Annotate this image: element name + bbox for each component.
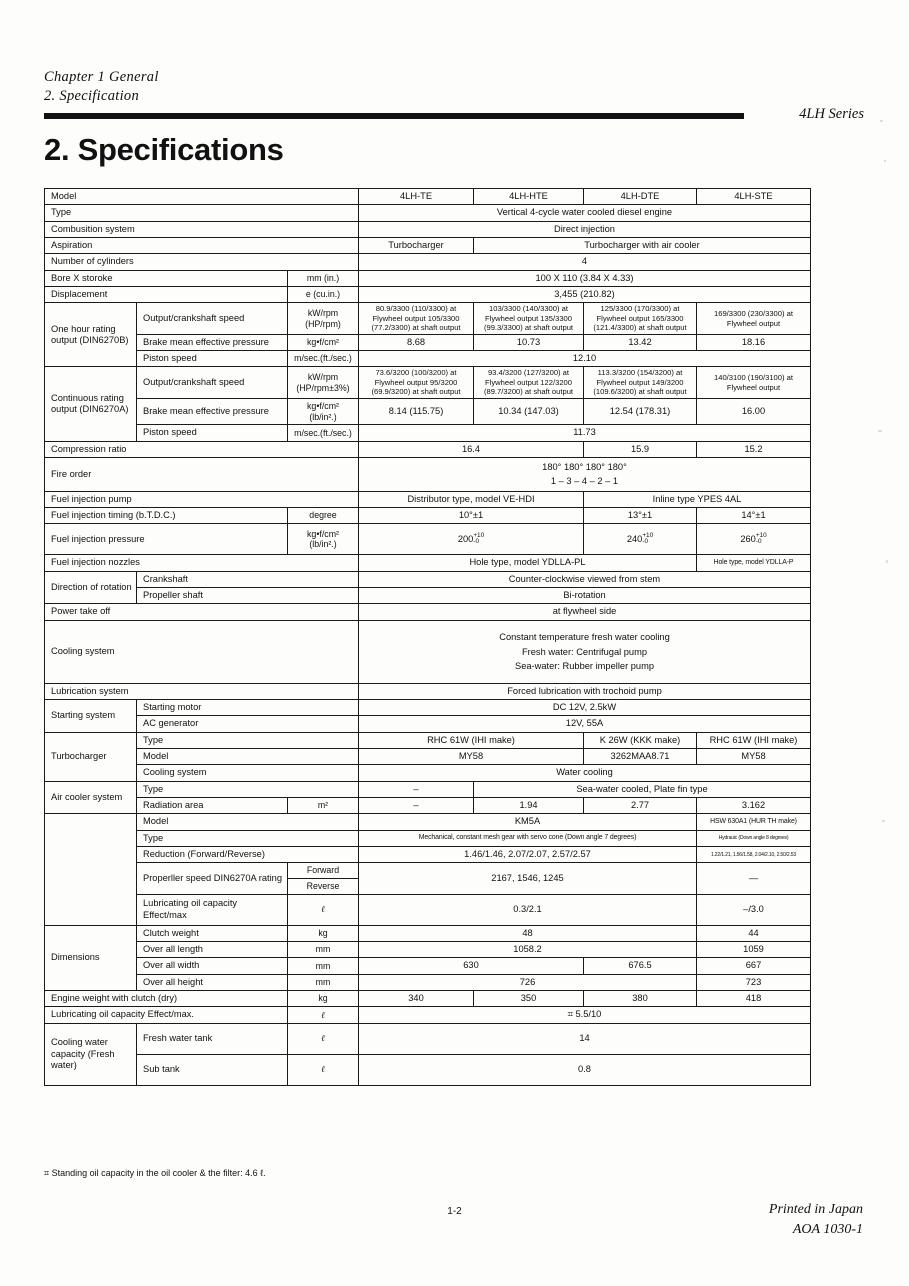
unit-displacement: e (cu.in.) xyxy=(288,286,359,302)
row-label-bmep-cont: Brake mean effective pressure xyxy=(137,398,288,424)
row-label-tc-model: Model xyxy=(137,749,359,765)
unit-litre-clutch: ℓ xyxy=(288,894,359,925)
value-fuel-timing-2: 13°±1 xyxy=(584,508,697,524)
unit-bmep-cont-line2: (lb/in².) xyxy=(309,411,337,422)
value-cont-piston-speed: 11.73 xyxy=(359,425,811,441)
value-cont-output-4: 140/3100 (190/3100) at Flywheel output xyxy=(697,367,811,398)
value-tc-type-2: K 26W (KKK make) xyxy=(584,732,697,748)
table-row xyxy=(45,189,811,205)
value-lubrication-system: Forced lubrication with trochoid pump xyxy=(359,683,811,699)
table-row xyxy=(45,925,811,941)
group-label-direction-rotation: Direction of rotation xyxy=(45,571,137,604)
row-label-clutch-oil: Lubricating oil capacity Effect/max xyxy=(137,894,288,925)
table-row xyxy=(45,683,811,699)
value-tc-cooling: Water cooling xyxy=(359,765,811,781)
row-label-model: Model xyxy=(45,189,359,205)
model-cell-4: 4LH-STE xyxy=(697,189,811,205)
value-cont-bmep-1: 8.14 (115.75) xyxy=(359,398,474,424)
specifications-table xyxy=(44,188,811,1086)
table-row xyxy=(45,205,811,221)
row-label-clutch-weight: Clutch weight xyxy=(137,925,288,941)
table-row xyxy=(45,457,811,491)
group-label-starting-system: Starting system xyxy=(45,700,137,733)
value-cont-output-1: 73.6/3200 (100/3200) at Flywheel output 95/3200 (69.9/3200) at shaft output xyxy=(359,367,474,398)
row-label-propeller-speed: Properller speed DIN6270A rating xyxy=(137,863,288,894)
value-cooling-system xyxy=(359,620,811,683)
table-row xyxy=(45,958,811,974)
unit-bore: mm (in.) xyxy=(288,270,359,286)
value-length-2: 1059 xyxy=(697,942,811,958)
table-row xyxy=(45,1007,811,1023)
row-label-sub-tank: Sub tank xyxy=(137,1054,288,1085)
value-power-take-off: at flywheel side xyxy=(359,604,811,620)
value-fuel-timing-3: 14°±1 xyxy=(697,508,811,524)
scan-speck xyxy=(880,120,883,122)
section-label: 2. Specification xyxy=(44,88,139,104)
value-ac-type-2: Sea-water cooled, Plate fin type xyxy=(474,781,811,797)
row-label-cylinders: Number of cylinders xyxy=(45,254,359,270)
table-row xyxy=(45,524,811,555)
value-radiation-2: 1.94 xyxy=(474,798,584,814)
group-label-clutch xyxy=(45,814,137,925)
row-label-bore: Bore X storoke xyxy=(45,270,288,286)
fuel-pressure-sup-1: +10 xyxy=(473,531,485,539)
value-clutch-model-1: KM5A xyxy=(359,814,697,830)
value-cylinders: 4 xyxy=(359,254,811,270)
fuel-pressure-tol-3 xyxy=(756,533,767,546)
value-fuel-pressure-3 xyxy=(697,524,811,555)
value-cont-bmep-2: 10.34 (147.03) xyxy=(474,398,584,424)
row-label-compression-ratio: Compression ratio xyxy=(45,441,359,457)
row-label-radiation-area: Radiation area xyxy=(137,798,288,814)
table-row xyxy=(45,716,811,732)
row-label-overall-width: Over all width xyxy=(137,958,288,974)
value-tc-type-1: RHC 61W (IHI make) xyxy=(359,732,584,748)
doc-code: AOA 1030-1 xyxy=(792,1222,863,1237)
value-clutch-oil-1: 0.3/2.1 xyxy=(359,894,697,925)
table-row xyxy=(45,732,811,748)
fuel-pressure-tol-2 xyxy=(642,533,653,546)
unit-reverse: Reverse xyxy=(288,879,359,895)
page-number: 1-2 xyxy=(447,1206,462,1217)
row-label-reduction: Reduction (Forward/Reverse) xyxy=(137,847,359,863)
value-radiation-4: 3.162 xyxy=(697,798,811,814)
table-row xyxy=(45,221,811,237)
table-row xyxy=(45,604,811,620)
value-hour-piston-speed: 12.10 xyxy=(359,351,811,367)
value-fuel-timing-1: 10°±1 xyxy=(359,508,584,524)
value-clutch-weight-2: 44 xyxy=(697,925,811,941)
row-label-overall-height: Over all height xyxy=(137,974,288,990)
table-row xyxy=(45,798,811,814)
value-fuel-pump-2: Inline type YPES 4AL xyxy=(584,491,811,507)
unit-kg-clutch: kg xyxy=(288,925,359,941)
row-label-displacement: Displacement xyxy=(45,286,288,302)
value-reduction-2: 1.22/1.21, 1.56/1.58, 2.04/2.10, 2.50/2.53 xyxy=(697,847,811,863)
fuel-pressure-sub-1: -0 xyxy=(473,538,480,546)
value-tc-type-3: RHC 61W (IHI make) xyxy=(697,732,811,748)
scan-speck xyxy=(886,560,888,563)
unit-forward: Forward xyxy=(288,863,359,879)
model-cell-3: 4LH-DTE xyxy=(584,189,697,205)
value-fuel-nozzles-2: Hole type, model YDLLA-P xyxy=(697,555,811,571)
fuel-pressure-tol-1 xyxy=(473,533,484,546)
value-tc-model-2: 3262MAA8.71 xyxy=(584,749,697,765)
value-clutch-type-1: Mechanical, constant mesh gear with servo cone (Down angle 7 degrees) xyxy=(359,830,697,846)
unit-degree: degree xyxy=(288,508,359,524)
fuel-pressure-sup-2: +10 xyxy=(642,531,654,539)
table-row xyxy=(45,303,811,334)
row-label-overall-length: Over all length xyxy=(137,942,288,958)
value-crankshaft: Counter-clockwise viewed from stem xyxy=(359,571,811,587)
value-propeller-speed-2: — xyxy=(697,863,811,894)
value-lub-oil-capacity: ⌗ 5.5/10 xyxy=(359,1007,811,1023)
table-row xyxy=(45,286,811,302)
table-row xyxy=(45,270,811,286)
row-label-clutch-type: Type xyxy=(137,830,359,846)
unit-kg-engine: kg xyxy=(288,991,359,1007)
table-row xyxy=(45,830,811,846)
value-type: Vertical 4-cycle water cooled diesel engine xyxy=(359,205,811,221)
series-label: 4LH Series xyxy=(799,106,864,122)
row-label-lubrication-system: Lubrication system xyxy=(45,683,359,699)
value-fuel-pump-1: Distributor type, model VE-HDI xyxy=(359,491,584,507)
value-tc-model-3: MY58 xyxy=(697,749,811,765)
scan-speck xyxy=(878,430,882,432)
unit-bmep-cont xyxy=(288,398,359,424)
row-label-aspiration: Aspiration xyxy=(45,237,359,253)
row-label-fresh-water-tank: Fresh water tank xyxy=(137,1023,288,1054)
table-row xyxy=(45,398,811,424)
value-propeller-shaft: Bi-rotation xyxy=(359,588,811,604)
table-row xyxy=(45,425,811,441)
fuel-pressure-base-3: 260 xyxy=(740,533,756,544)
table-row xyxy=(45,254,811,270)
fire-order-line2: 1 – 3 – 4 – 2 – 1 xyxy=(550,476,619,487)
value-fuel-pressure-1 xyxy=(359,524,584,555)
value-tc-model-1: MY58 xyxy=(359,749,584,765)
cooling-line3: Sea-water: Rubber impeller pump xyxy=(515,660,654,671)
row-label-clutch-model: Model xyxy=(137,814,359,830)
value-ac-generator: 12V, 55A xyxy=(359,716,811,732)
value-aspiration-1: Turbocharger xyxy=(359,237,474,253)
unit-piston-speed-hour: m/sec.(ft./sec.) xyxy=(288,351,359,367)
chapter-label: Chapter 1 General xyxy=(44,69,159,85)
table-row xyxy=(45,1054,811,1085)
unit-bmep-cont-line1: kg•f/cm² xyxy=(307,400,339,411)
table-row xyxy=(45,571,811,587)
value-combustion: Direct injection xyxy=(359,221,811,237)
row-label-tc-cooling: Cooling system xyxy=(137,765,359,781)
table-row xyxy=(45,814,811,830)
value-reduction-1: 1.46/1.46, 2.07/2.07, 2.57/2.57 xyxy=(359,847,697,863)
unit-mm-height: mm xyxy=(288,974,359,990)
value-fire-order xyxy=(359,457,811,491)
value-hour-bmep-4: 18.16 xyxy=(697,334,811,350)
value-fresh-water-tank: 14 xyxy=(359,1023,811,1054)
row-label-fuel-pump: Fuel injection pump xyxy=(45,491,359,507)
value-clutch-type-2: Hydrauic (Down angle 8 degrees) xyxy=(697,830,811,846)
printed-in: Printed in Japan xyxy=(768,1202,863,1217)
row-label-fuel-pressure: Fuel injection pressure xyxy=(45,524,288,555)
row-label-crankshaft: Crankshaft xyxy=(137,571,359,587)
value-fuel-pressure-2 xyxy=(584,524,697,555)
model-cell-2: 4LH-HTE xyxy=(474,189,584,205)
table-row xyxy=(45,781,811,797)
table-row xyxy=(45,1023,811,1054)
print-info xyxy=(769,1200,863,1240)
unit-mm-width: mm xyxy=(288,958,359,974)
value-hour-bmep-2: 10.73 xyxy=(474,334,584,350)
running-header xyxy=(44,68,864,106)
row-label-output-speed-cont: Output/crankshaft speed xyxy=(137,367,288,398)
value-clutch-weight-1: 48 xyxy=(359,925,697,941)
unit-fuel-pressure xyxy=(288,524,359,555)
row-label-piston-speed-hour: Piston speed xyxy=(137,351,288,367)
row-label-fire-order: Fire order xyxy=(45,457,359,491)
footnote: ⌗ Standing oil capacity in the oil cooler & the filter: 4.6 ℓ. xyxy=(44,1168,266,1178)
table-row xyxy=(45,367,811,398)
group-label-continuous-rating: Continuous rating output (DIN6270A) xyxy=(45,367,137,441)
value-compression-2: 15.9 xyxy=(584,441,697,457)
unit-piston-speed-cont: m/sec.(ft./sec.) xyxy=(288,425,359,441)
group-label-one-hour-rating: One hour rating output (DIN6270B) xyxy=(45,303,137,367)
table-row xyxy=(45,588,811,604)
row-label-output-speed-hour: Output/crankshaft speed xyxy=(137,303,288,334)
table-row xyxy=(45,863,811,879)
value-clutch-oil-2: –/3.0 xyxy=(697,894,811,925)
header-rule-row xyxy=(44,106,864,123)
value-cont-bmep-4: 16.00 xyxy=(697,398,811,424)
value-hour-bmep-1: 8.68 xyxy=(359,334,474,350)
row-label-cooling-system: Cooling system xyxy=(45,620,359,683)
value-cont-output-3: 113.3/3200 (154/3200) at Flywheel output 149/3200 (109.6/3200) at shaft output xyxy=(584,367,697,398)
table-row xyxy=(45,351,811,367)
table-row xyxy=(45,237,811,253)
value-hour-output-3: 125/3300 (170/3300) at Flywheel output 165/3300 (121.4/3300) at shaft output xyxy=(584,303,697,334)
model-cell-1: 4LH-TE xyxy=(359,189,474,205)
unit-litre-fresh: ℓ xyxy=(288,1023,359,1054)
fuel-pressure-base-1: 200 xyxy=(457,533,474,544)
value-cont-bmep-3: 12.54 (178.31) xyxy=(584,398,697,424)
table-row xyxy=(45,700,811,716)
value-radiation-1: – xyxy=(359,798,474,814)
table-row xyxy=(45,991,811,1007)
fuel-pressure-sup-3: +10 xyxy=(755,531,767,539)
row-label-propeller-shaft: Propeller shaft xyxy=(137,588,359,604)
value-width-2: 676.5 xyxy=(584,958,697,974)
value-compression-3: 15.2 xyxy=(697,441,811,457)
value-height-1: 726 xyxy=(359,974,697,990)
table-row xyxy=(45,620,811,683)
value-clutch-model-2: HSW 630A1 (HUR TH make) xyxy=(697,814,811,830)
value-engine-weight-4: 418 xyxy=(697,991,811,1007)
table-row xyxy=(45,765,811,781)
row-label-tc-type: Type xyxy=(137,732,359,748)
unit-output-hour: kW/rpm (HP/rpm) xyxy=(288,303,359,334)
header-rule xyxy=(44,113,744,119)
page-title: 2. Specifications xyxy=(44,132,284,167)
value-cont-output-2: 93.4/3200 (127/3200) at Flywheel output 122/3200 (89.7/3200) at shaft output xyxy=(474,367,584,398)
group-label-turbocharger: Turbocharger xyxy=(45,732,137,781)
value-propeller-speed-1: 2167, 1546, 1245 xyxy=(359,863,697,894)
row-label-combustion: Combusition system xyxy=(45,221,359,237)
fuel-pressure-sub-2: -0 xyxy=(642,538,649,546)
row-label-ac-generator: AC generator xyxy=(137,716,359,732)
value-bore: 100 X 110 (3.84 X 4.33) xyxy=(359,270,811,286)
value-engine-weight-2: 350 xyxy=(474,991,584,1007)
unit-litre-lub: ℓ xyxy=(288,1007,359,1023)
group-label-cooling-water: Cooling water capacity (Fresh water) xyxy=(45,1023,137,1085)
unit-output-cont: kW/rpm (HP/rpm±3%) xyxy=(288,367,359,398)
fuel-pressure-sub-3: -0 xyxy=(755,538,762,546)
fuel-pressure-base-2: 240 xyxy=(626,533,643,544)
value-compression-1: 16.4 xyxy=(359,441,584,457)
value-sub-tank: 0.8 xyxy=(359,1054,811,1085)
value-fuel-nozzles-1: Hole type, model YDLLA-PL xyxy=(359,555,697,571)
unit-bmep-hour: kg•f/cm² xyxy=(288,334,359,350)
group-label-dimensions: Dimensions xyxy=(45,925,137,990)
value-engine-weight-1: 340 xyxy=(359,991,474,1007)
value-aspiration-rest: Turbocharger with air cooler xyxy=(474,237,811,253)
row-label-ac-type: Type xyxy=(137,781,359,797)
value-width-1: 630 xyxy=(359,958,584,974)
value-displacement: 3,455 (210.82) xyxy=(359,286,811,302)
table-row xyxy=(45,749,811,765)
scan-speck xyxy=(884,160,886,162)
row-label-power-take-off: Power take off xyxy=(45,604,359,620)
value-hour-output-4: 169/3300 (230/3300) at Flywheel output xyxy=(697,303,811,334)
row-label-lub-oil-capacity: Lubricating oil capacity Effect/max. xyxy=(45,1007,288,1023)
table-row xyxy=(45,555,811,571)
table-row xyxy=(45,508,811,524)
unit-m2: m² xyxy=(288,798,359,814)
row-label-bmep-hour: Brake mean effective pressure xyxy=(137,334,288,350)
value-hour-bmep-3: 13.42 xyxy=(584,334,697,350)
table-row xyxy=(45,441,811,457)
fire-order-line1: 180° 180° 180° 180° xyxy=(542,461,627,472)
value-height-2: 723 xyxy=(697,974,811,990)
value-length-1: 1058.2 xyxy=(359,942,697,958)
value-engine-weight-3: 380 xyxy=(584,991,697,1007)
row-label-fuel-nozzles: Fuel injection nozzles xyxy=(45,555,359,571)
row-label-starting-motor: Starting motor xyxy=(137,700,359,716)
table-row xyxy=(45,334,811,350)
table-row xyxy=(45,847,811,863)
group-label-air-cooler: Air cooler system xyxy=(45,781,137,814)
cooling-line2: Fresh water: Centrifugal pump xyxy=(521,646,648,657)
cooling-line1: Constant temperature fresh water cooling xyxy=(499,632,670,643)
value-hour-output-1: 80.9/3300 (110/3300) at Flywheel output 105/3300 (77.2/3300) at shaft output xyxy=(359,303,474,334)
value-hour-output-2: 103/3300 (140/3300) at Flywheel output 135/3300 (99.3/3300) at shaft output xyxy=(474,303,584,334)
value-ac-type-1: – xyxy=(359,781,474,797)
unit-mm-length: mm xyxy=(288,942,359,958)
table-row xyxy=(45,894,811,925)
unit-fuel-pressure-line1: kg•f/cm² xyxy=(307,528,339,539)
unit-litre-sub: ℓ xyxy=(288,1054,359,1085)
value-radiation-3: 2.77 xyxy=(584,798,697,814)
value-starting-motor: DC 12V, 2.5kW xyxy=(359,700,811,716)
table-row xyxy=(45,974,811,990)
scan-speck xyxy=(882,820,885,822)
unit-fuel-pressure-line2: (lb/in².) xyxy=(309,539,337,550)
row-label-fuel-timing: Fuel injection timing (b.T.D.C.) xyxy=(45,508,288,524)
value-width-3: 667 xyxy=(697,958,811,974)
table-row xyxy=(45,491,811,507)
row-label-piston-speed-cont: Piston speed xyxy=(137,425,288,441)
row-label-type: Type xyxy=(45,205,359,221)
row-label-engine-weight: Engine weight with clutch (dry) xyxy=(45,991,288,1007)
table-row xyxy=(45,942,811,958)
